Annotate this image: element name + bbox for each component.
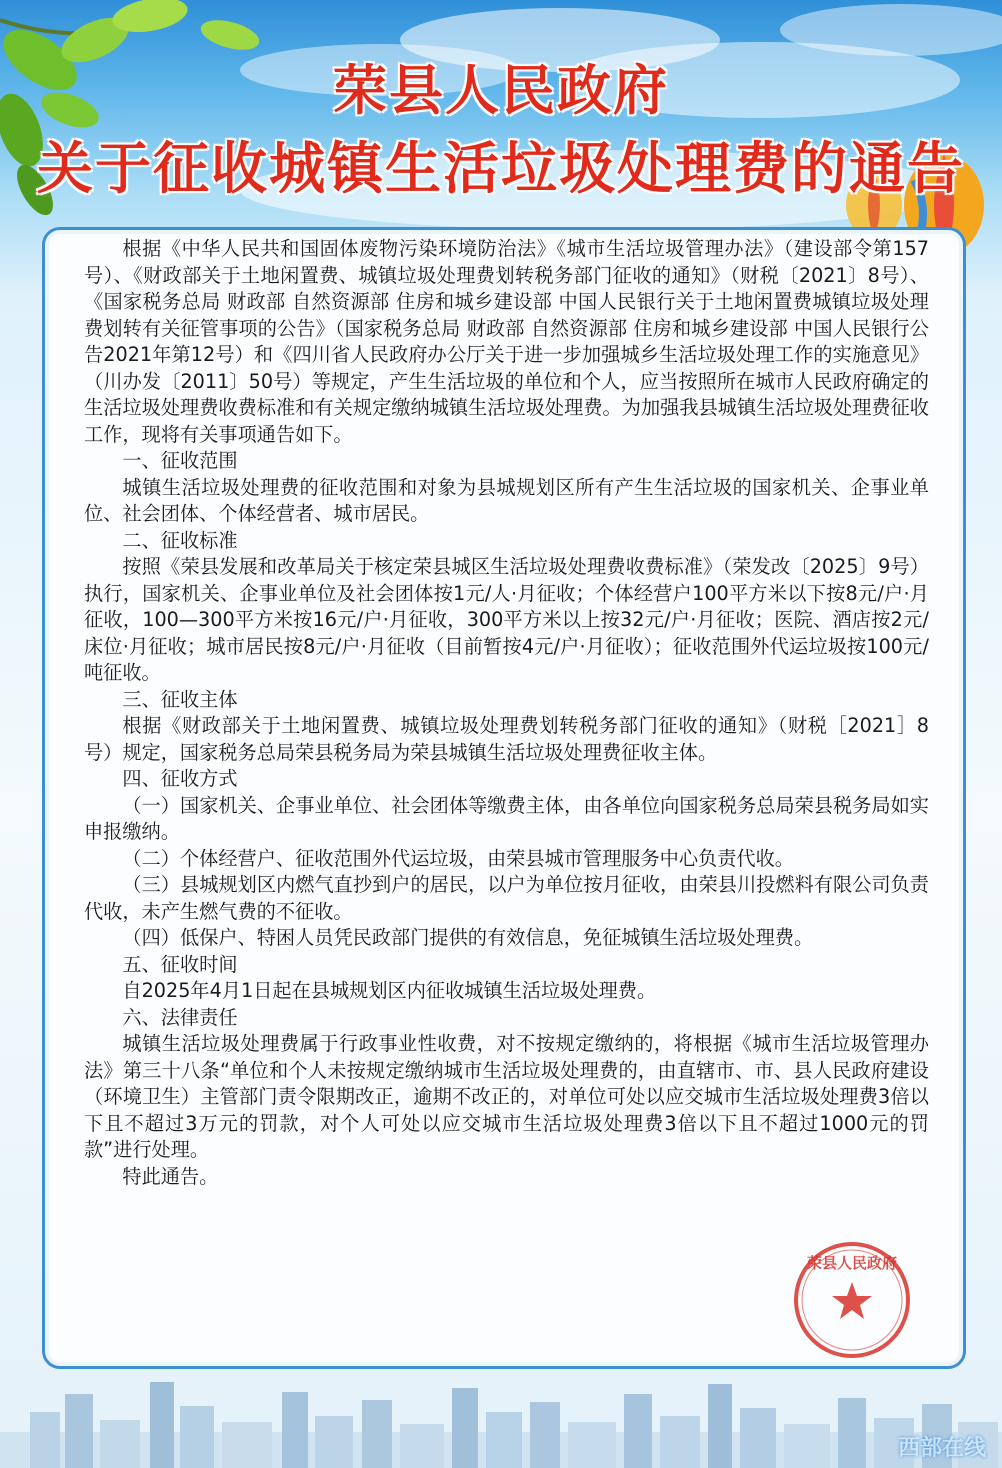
intro-paragraph: 根据《中华人民共和国固体废物污染环境防治法》《城市生活垃圾管理办法》（建设部令第157号）、《财政部关于土地闲置费、城镇垃圾处理费划转税务部门征收的通知》（财税〔2021〕8号）、《国家税务总局 财政部 自然资源部 住房和城乡建设部 中国人民银行关于土地闲置费城镇垃圾处理费划转有关征管事项的公告》（国家税务总局 财政部 自然资源部 住房和城乡建设部 中国人民银行公告2021年第12号）和《四川省人民政府办公厅关于进一步加强城乡生活垃圾处理工作的实施意见》（川办发〔2011〕50号）等规定，产生生活垃圾的单位和个人，应当按照所在城市人民政府确定的生活垃圾处理费收费标准和有关规定缴纳城镇生活垃圾处理费。为加强我县城镇生活垃圾处理费征收工作，现将有关事项通告如下。 [84,237,929,446]
section-paragraph: （三）县城规划区内燃气直抄到户的居民，以户为单位按月征收，由荣县川投燃料有限公司负责代收，未产生燃气费的不征收。 [84,873,929,923]
watermark-logo: 西部在线 [897,1436,986,1461]
section-heading: 三、征收主体 [122,687,238,711]
official-seal-stamp [790,1238,915,1363]
section-paragraph: （一）国家机关、企事业单位、社会团体等缴费主体，由各单位向国家税务总局荣县税务局如实申报缴纳。 [84,793,929,843]
section-heading: 四、征收方式 [122,767,238,790]
svg-text:荣县人民政府: 荣县人民政府 [806,1254,898,1272]
section-paragraph: （四）低保户、特困人员凭民政部门提供的有效信息，免征城镇生活垃圾处理费。 [122,926,814,949]
section-paragraph: 城镇生活垃圾处理费属于行政事业性收费，对不按规定缴纳的，将根据《城市生活垃圾管理办法》第三十八条“单位和个人未按规定缴纳城市生活垃圾处理费的，由直辖市、市、县人民政府建设（环境卫生）主管部门责令限期改正，逾期不改正的，对单位可处以应交城市生活垃圾处理费3倍以下且不超过3万元的罚款，对个人可处以应交城市生活垃圾处理费3倍以下且不超过1000元的罚款”进行处理。 [84,1032,929,1161]
notice-title-issuer: 荣县人民政府 [333,58,669,122]
city-skyline-decoration [0,1372,1002,1468]
section-paragraph: 自2025年4月1日起在县城规划区内征收城镇生活垃圾处理费。 [122,979,657,1002]
section-heading: 六、法律责任 [122,1005,238,1029]
section-heading: 二、征收标准 [122,528,238,552]
section-paragraph: 城镇生活垃圾处理费的征收范围和对象为县城规划区所有产生生活垃圾的国家机关、企事业单位、社会团体、个体经营者、城市居民。 [84,475,929,525]
section-paragraph: 按照《荣县发展和改革局关于核定荣县城区生活垃圾处理费收费标准》（荣发改〔2025〕9号）执行，国家机关、企事业单位及社会团体按1元/人·月征收；个体经营户100平方米以下按8元/户·月征收，100—300平方米按16元/户·月征收，300平方米以上按32元/户·月征收；医院、酒店按2元/床位·月征收；城市居民按8元/户·月征收（目前暂按4元/户·月征收）；征收范围外代运垃圾按100元/吨征收。 [84,555,929,684]
notice-body [84,236,929,1190]
notice-title-subject: 关于征收城镇生活垃圾处理费的通告 [37,136,965,202]
section-heading: 一、征收范围 [122,449,238,472]
section-paragraph: （二）个体经营户、征收范围外代运垃圾，由荣县城市管理服务中心负责代收。 [122,846,794,870]
section-paragraph: 根据《财政部关于土地闲置费、城镇垃圾处理费划转税务部门征收的通知》（财税［2021］8号）规定，国家税务总局荣县税务局为荣县城镇生活垃圾处理费征收主体。 [84,714,929,764]
section-heading: 五、征收时间 [122,952,238,976]
closing-line: 特此通告。 [122,1164,219,1188]
